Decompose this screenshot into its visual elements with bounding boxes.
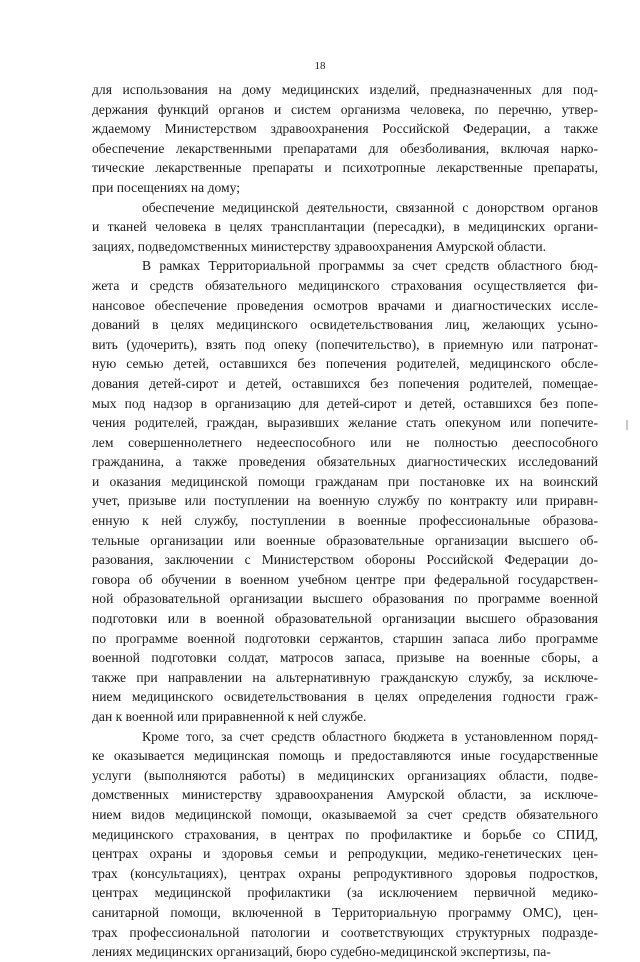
body-text — [92, 80, 598, 962]
text-line: ждаемому Министерством здравоохранения Российской Федерации, а также — [92, 121, 598, 137]
text-line: вить (удочерить), взять под опеку (попечительство), в приемную или патронат- — [92, 336, 598, 352]
text-line: военной подготовки солдат, матросов запаса, призыве на военные сборы, а — [92, 650, 598, 666]
text-line: при посещениях на дому; — [92, 179, 241, 195]
text-line: центрах охраны и здоровья семьи и репродукции, медико-генетических цен- — [92, 846, 598, 862]
text-line: чения родителей, граждан, выразивших желание стать опекуном или попечите- — [92, 415, 598, 431]
text-line: В рамках Территориальной программы за счет средств областного бюд- — [142, 258, 598, 274]
text-line: тические лекарственные препараты и психотропные лекарственные препараты, — [92, 160, 598, 176]
text-line: обеспечение лекарственными препаратами для обезболивания, включая нарко- — [92, 140, 598, 156]
text-line: ке оказывается медицинская помощь и предоставляются иные государственные — [92, 748, 598, 764]
text-line: трах (консультациях), центрах охраны репродуктивного здоровья подростков, — [92, 865, 598, 881]
paragraph — [92, 727, 598, 962]
text-line: нием медицинского освидетельствования в целях определения годности граж- — [92, 689, 598, 705]
text-line: разования, заключении с Министерством обороны Российской Федерации до- — [92, 552, 598, 568]
text-line: нансовое обеспечение проведения осмотров врачами и диагностических иссле- — [92, 297, 598, 313]
paragraph — [92, 198, 598, 257]
text-line: по программе военной подготовки сержантов, старшин запаса либо программе — [92, 630, 598, 646]
text-line: медицинского страхования, в центрах по профилактике и борьбе со СПИД, — [92, 826, 598, 842]
text-line: лениях медицинских организаций, бюро судебно-медицинской экспертизы, па- — [92, 944, 551, 960]
text-line: обеспечение медицинской деятельности, связанной с донорством органов — [142, 199, 598, 215]
text-line: дования детей-сирот и детей, оставшихся без попечения родителей, помещае- — [92, 375, 598, 391]
text-line: енную к ней службу, поступлении в военные профессиональные образова- — [92, 513, 598, 529]
text-line: тельные организации или военные образовательные организации высшего об- — [92, 532, 598, 548]
text-line: держания функций органов и систем организма человека, по перечню, утвер- — [92, 101, 598, 117]
text-line: ной образовательной организации высшего образования по программе военной — [92, 591, 598, 607]
text-line: санитарной помощи, включенной в Территориальную программу ОМС), цен- — [92, 904, 598, 920]
paragraph — [92, 80, 598, 198]
text-line: лем совершеннолетнего недееспособного или не полностью дееспособного — [92, 434, 598, 450]
text-line: дований в целях медицинского освидетельствования лиц, желающих усыно- — [92, 317, 598, 333]
text-line: и оказания медицинской помощи гражданам при постановке их на воинский — [92, 473, 598, 489]
text-line: ную семью детей, оставшихся без попечения родителей, медицинского обсле- — [92, 356, 598, 372]
text-line: учет, призыве или поступлении на военную службу по контракту или приравн- — [92, 493, 598, 509]
text-line: нием видов медицинской помощи, оказываемой за счет средств обязательного — [92, 806, 598, 822]
text-line: подготовки или в военной образовательной организации высшего образования — [92, 611, 598, 627]
text-line: домственных министерству здравоохранения Амурской области, за исключе- — [92, 787, 598, 803]
text-line: также при направлении на альтернативную гражданскую службу, за исключе- — [92, 669, 598, 685]
text-line: услуги (выполняются работы) в медицинских организациях области, подве- — [92, 767, 598, 783]
text-line: и тканей человека в целях трансплантации (пересадки), в медицинских органи- — [92, 219, 598, 235]
text-line: дан к военной или приравненной к ней службе. — [92, 709, 367, 724]
text-line: центрах медицинской профилактики (за исключением первичной медико- — [92, 885, 598, 901]
text-line: жета и средств обязательного медицинского страхования осуществляется фи- — [92, 277, 598, 293]
page-number: 18 — [314, 60, 326, 72]
text-line: гражданина, а также проведения обязательных диагностических исследований — [92, 454, 598, 470]
paragraph — [92, 256, 598, 726]
text-line: Кроме того, за счет средств областного бюджета в установленном поряд- — [142, 728, 598, 744]
text-line: мых под надзор в организацию для детей-сирот и детей, оставшихся без попе- — [92, 395, 598, 411]
scan-mark — [626, 420, 628, 430]
text-line: для использования на дому медицинских изделий, предназначенных для под- — [92, 82, 598, 97]
text-line: трах профессиональной патологии и соответствующих структурных подразде- — [92, 924, 598, 940]
text-line: говора об обучении в военном учебном центре при федеральной государствен- — [92, 571, 598, 587]
text-line: зациях, подведомственных министерству здравоохранения Амурской области. — [92, 238, 547, 254]
